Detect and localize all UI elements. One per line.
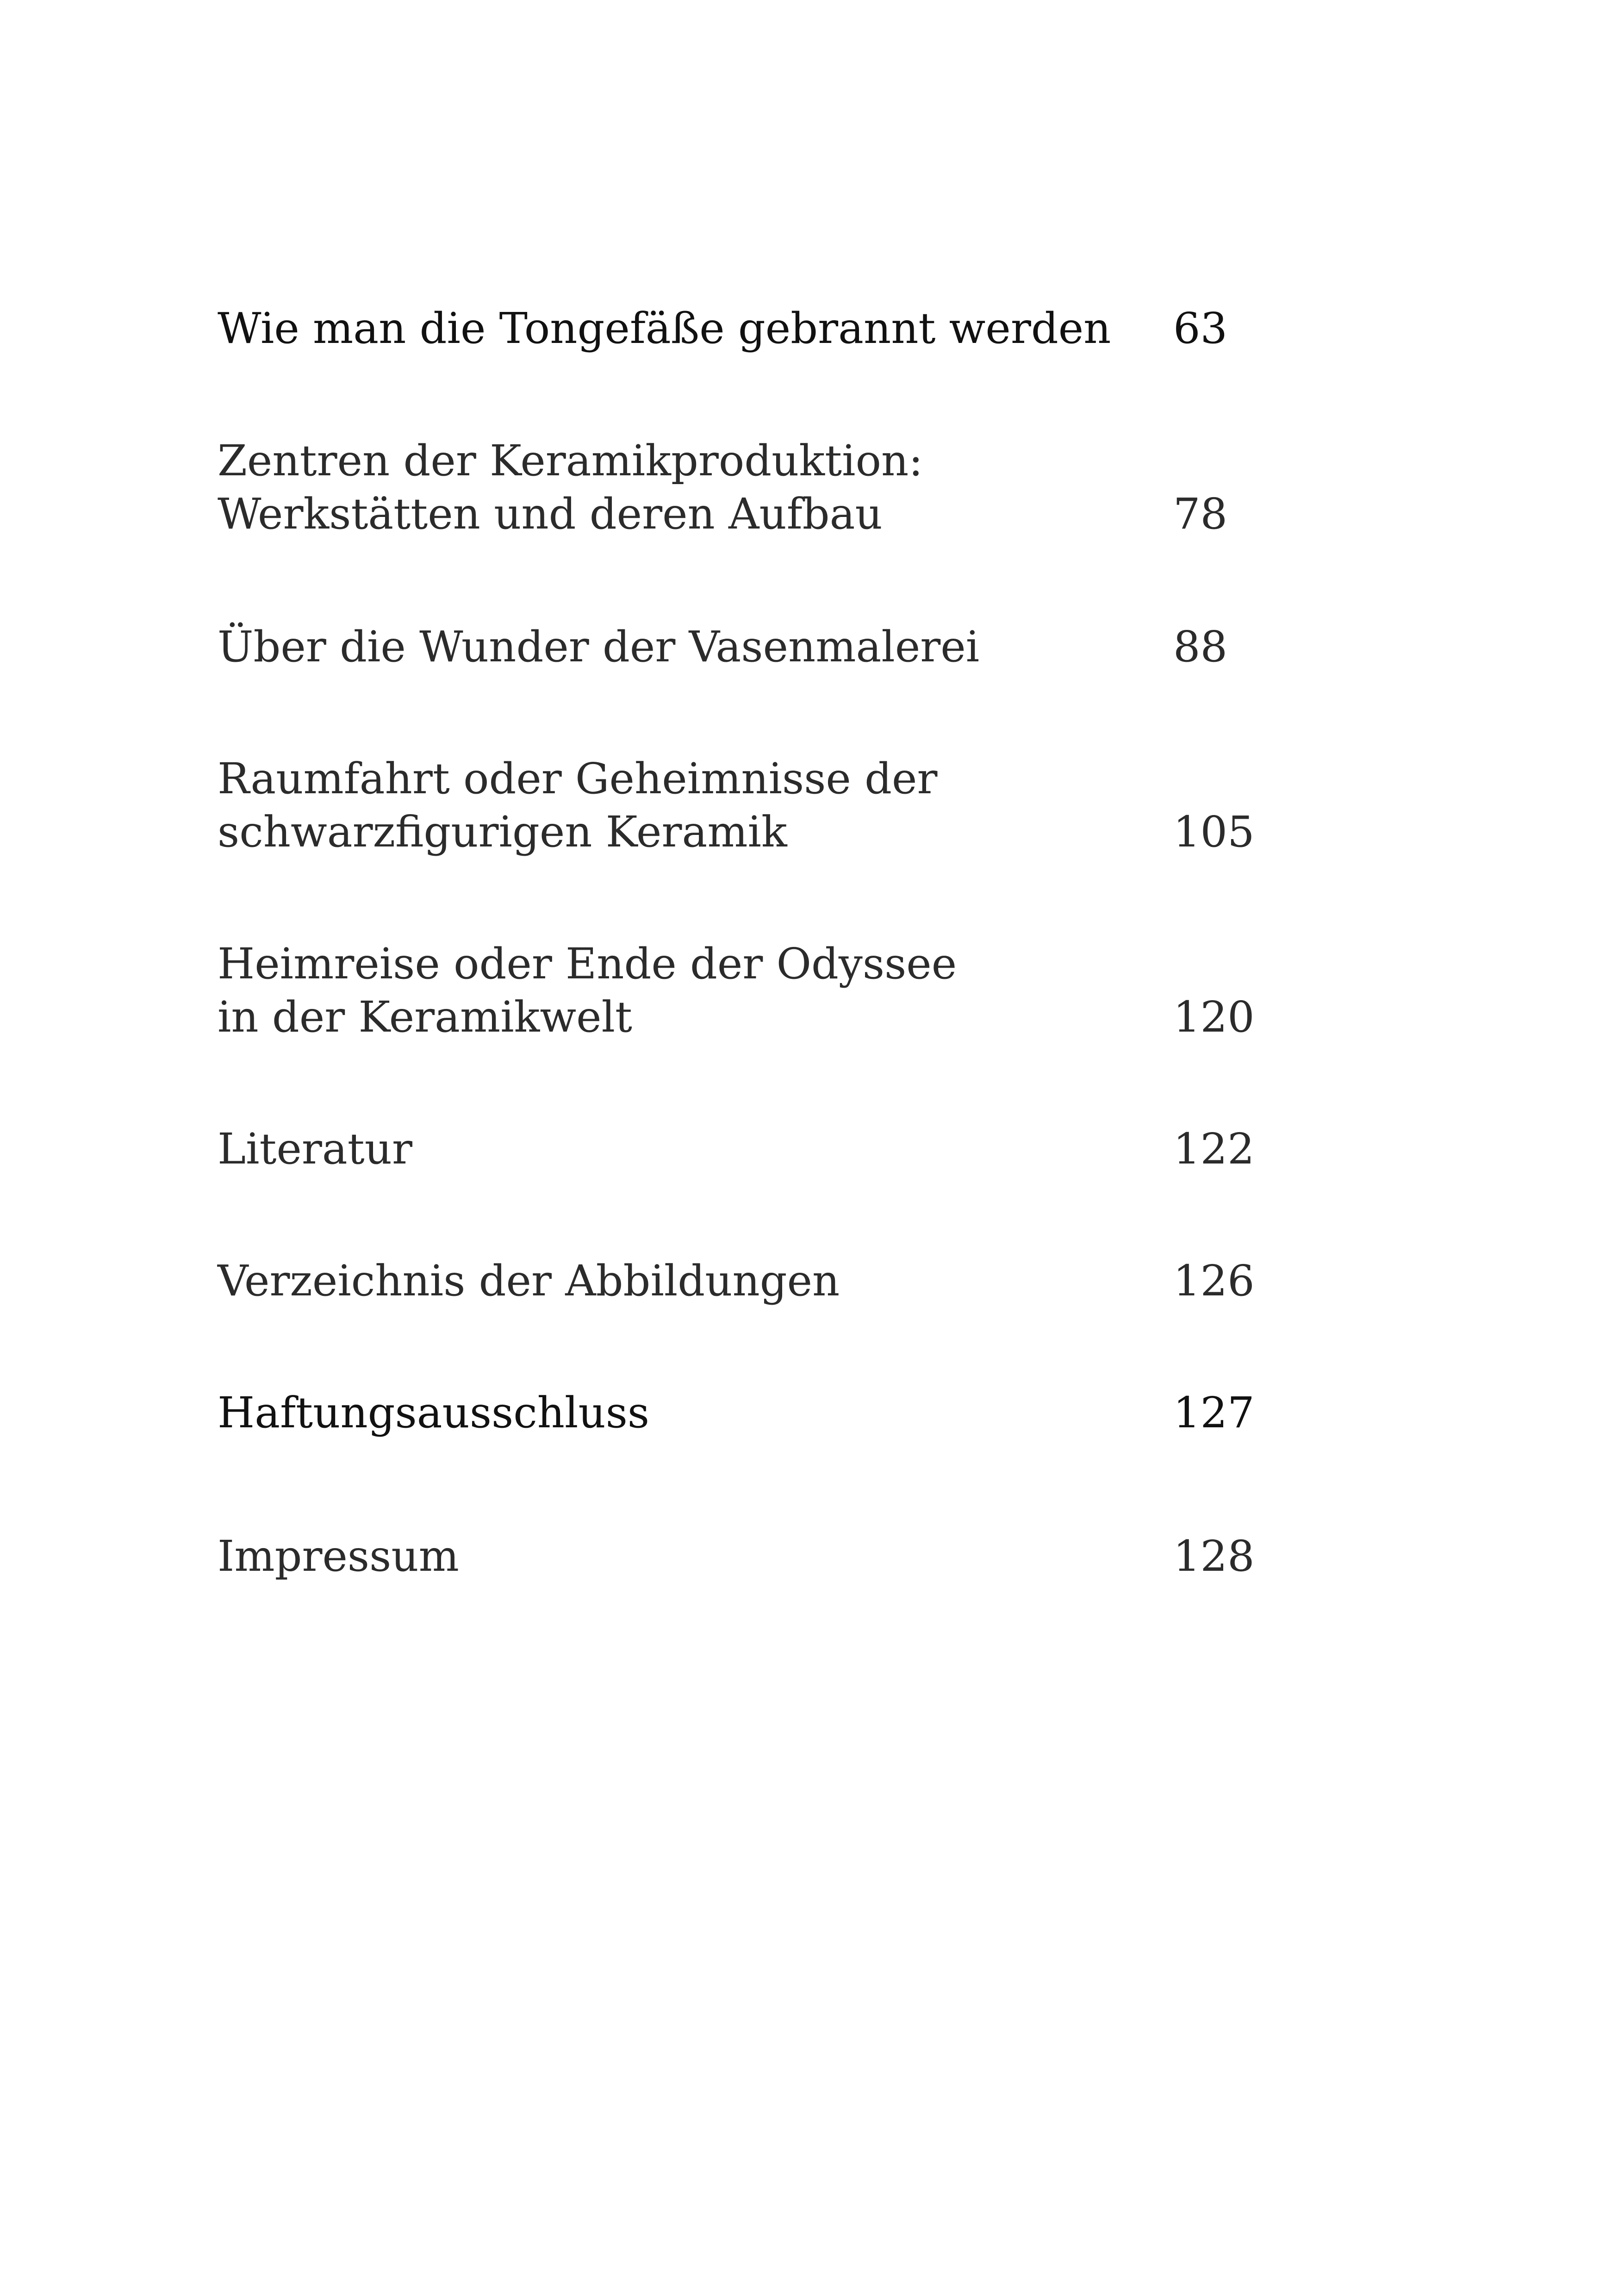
toc-entry-title [218, 434, 1166, 541]
toc-entry-title [218, 302, 1166, 355]
toc-title-line: schwarzfigurigen Keramik [218, 807, 787, 857]
toc-page-number: 128 [1173, 1531, 1255, 1581]
toc-title-line: in der Keramikwelt [218, 992, 633, 1042]
toc-title-line: Impressum [218, 1531, 459, 1581]
toc-title-line: Raumfahrt oder Geheimnisse der [218, 754, 938, 803]
toc-title-line: Literatur [218, 1124, 412, 1174]
toc-entry-title [218, 1530, 1166, 1583]
toc-title-line: Verzeichnis der Abbildungen [218, 1256, 840, 1306]
toc-page-number: 63 [1173, 304, 1228, 353]
toc-title-line: Heimreise oder Ende der Odyssee [218, 939, 957, 989]
toc-title-line: Werkstätten und deren Aufbau [218, 489, 883, 539]
toc-entry-title [218, 620, 1166, 673]
toc-page-number: 127 [1173, 1388, 1255, 1437]
toc-entry-title [218, 937, 1166, 1044]
toc-title-line: Über die Wunder der Vasenmalerei [218, 622, 980, 672]
toc-page-number: 105 [1173, 807, 1255, 857]
toc-title-line: Wie man die Tongefäße gebrannt werden [218, 304, 1111, 353]
toc-entry-title [218, 1122, 1166, 1176]
toc-page-number: 122 [1173, 1124, 1255, 1174]
toc-title-line: Zentren der Keramikproduktion: [218, 436, 923, 485]
toc-entry-title [218, 1254, 1166, 1307]
toc-page-number: 120 [1173, 992, 1255, 1042]
table-of-contents [218, 0, 1282, 2296]
toc-entry-title [218, 752, 1166, 859]
toc-page-number: 78 [1173, 489, 1228, 539]
toc-page-number: 126 [1173, 1256, 1255, 1306]
toc-title-line: Haftungsausschluss [218, 1388, 650, 1437]
toc-page-number: 88 [1173, 622, 1228, 672]
toc-entry-title [218, 1386, 1166, 1439]
